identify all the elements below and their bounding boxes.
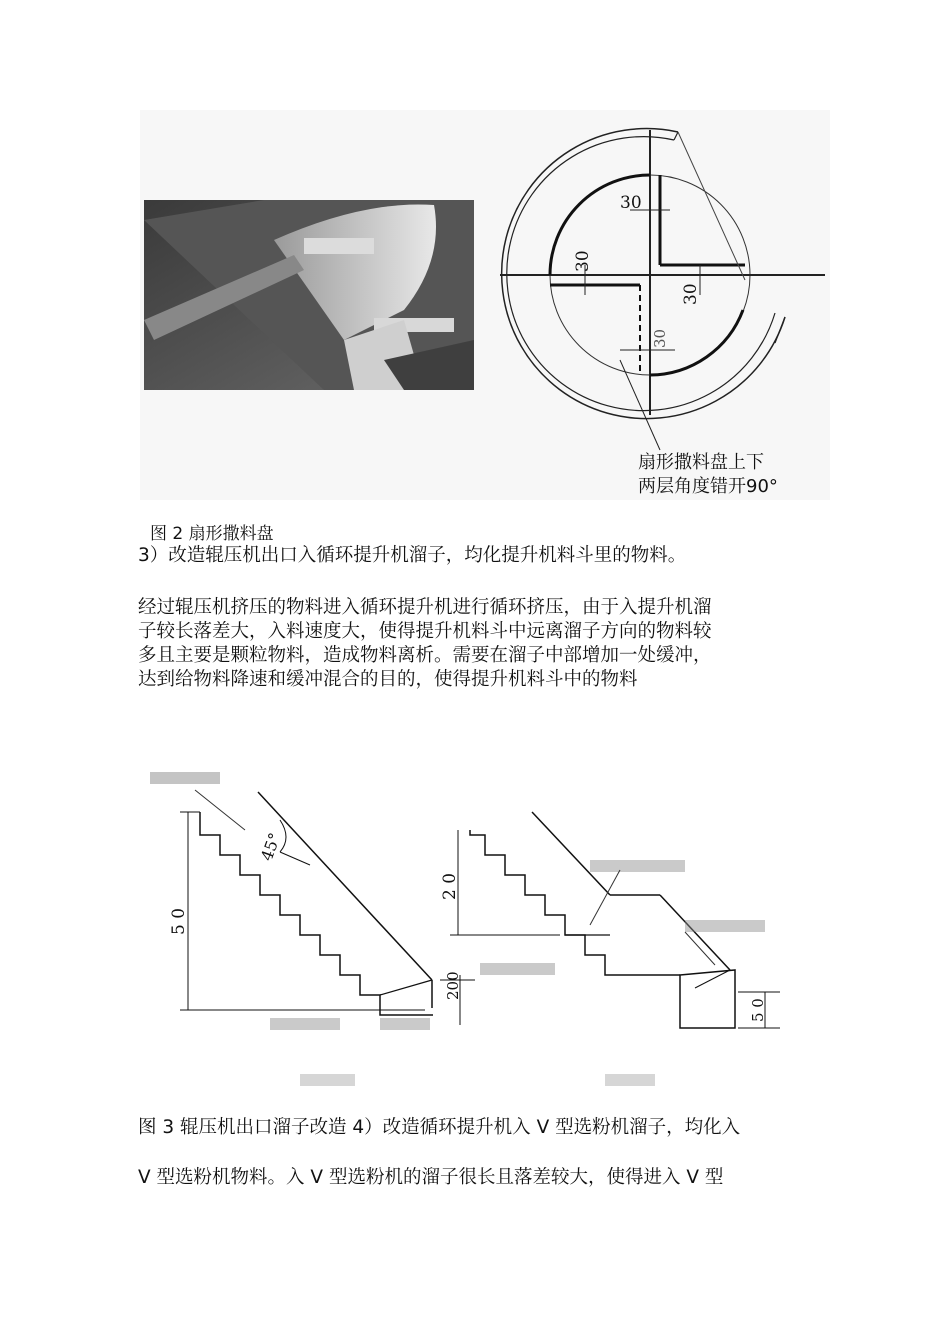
dim-30-bottom: 30: [651, 328, 669, 348]
figure-3-caption-line: 图 3 辊压机出口溜子改造 4）改造循环提升机入 V 型选粉机溜子，均化入: [138, 1117, 741, 1138]
paragraph-line-1: 经过辊压机挤压的物料进入循环提升机进行循环挤压，由于入提升机溜: [138, 597, 712, 618]
paragraph-line-3: 多且主要是颗粒物料，造成物料离析。需要在溜子中部增加一处缓冲，: [138, 645, 712, 666]
paragraph-line-2: 子较长落差大，入料速度大，使得提升机料斗中远离溜子方向的物料较: [138, 621, 712, 642]
dim-500: 5 0: [749, 998, 767, 1022]
section-3-heading: 3）改造辊压机出口入循环提升机溜子，均化提升机料斗里的物料。: [138, 545, 687, 566]
dim-30-left: 30: [573, 250, 593, 272]
dim-200: 200: [444, 971, 462, 1000]
note-line-2: 两层角度错开90°: [638, 476, 778, 497]
spreader-photo: [144, 200, 474, 390]
dim-30-top: 30: [620, 193, 642, 213]
height-dim-left: 5 0: [169, 907, 189, 935]
figure-2-caption: 图 2 扇形撒料盘: [150, 524, 274, 544]
final-line: V 型选粉机物料。入 V 型选粉机的溜子很长且落差较大，使得进入 V 型: [138, 1167, 724, 1188]
dim-30-right: 30: [681, 283, 701, 305]
height-dim-right: 2 0: [440, 872, 460, 900]
angle-45: 45°: [256, 830, 285, 864]
paragraph-line-4: 达到给物料降速和缓冲混合的目的，使得提升机料斗中的物料: [138, 669, 638, 690]
note-line-1: 扇形撒料盘上下: [638, 452, 764, 473]
spreader-diagram: [490, 110, 830, 500]
figure-3: [140, 760, 820, 1100]
